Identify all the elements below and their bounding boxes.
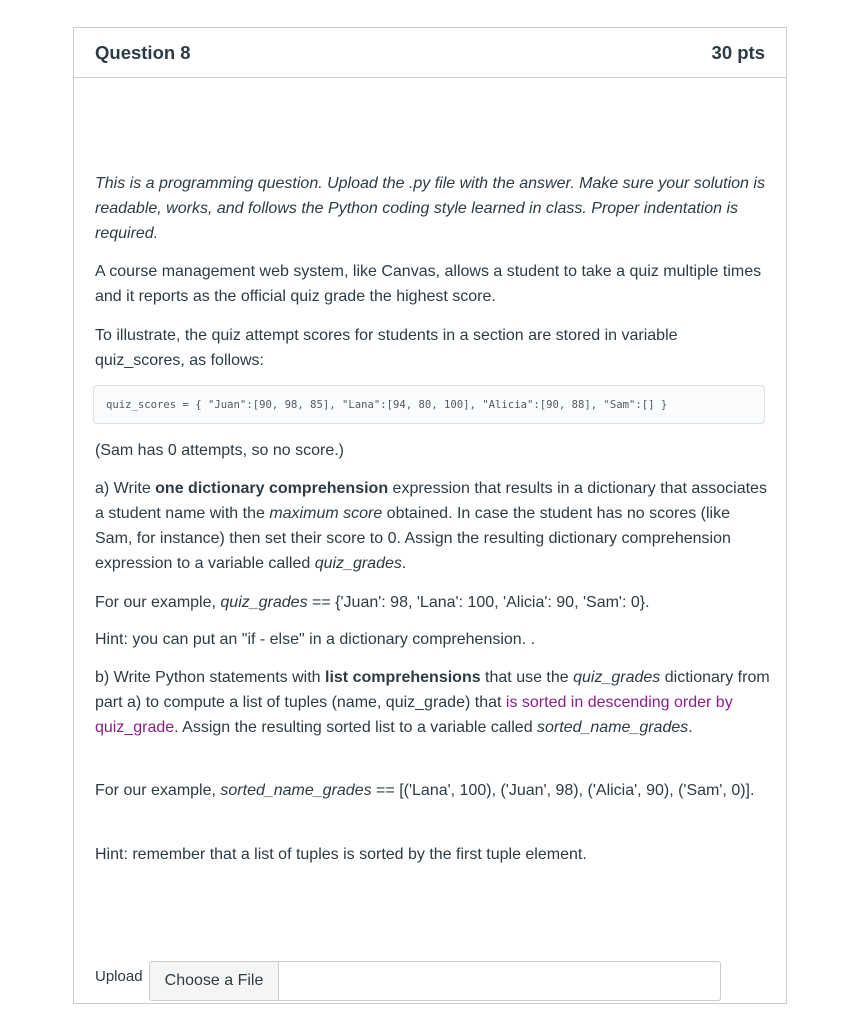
example-a-text-1: For our example, bbox=[95, 594, 221, 611]
upload-label: Upload bbox=[95, 968, 143, 985]
question-header bbox=[74, 28, 786, 78]
part-b-text-3: dictionary from part a) to compute a list of tuples (name, quiz_grade) that bbox=[95, 669, 770, 711]
question-points: 30 pts bbox=[711, 41, 765, 63]
part-b-text-1: b) Write Python statements with bbox=[95, 669, 326, 686]
context-paragraph: A course management web system, like Canvas, allows a student to take a quiz multiple times and it reports as the official quiz grade the highest score. bbox=[95, 263, 762, 305]
part-a-italic-2: quiz_grades bbox=[314, 555, 402, 572]
part-b-italic-1: quiz_grades bbox=[573, 669, 661, 686]
file-name-display bbox=[279, 962, 720, 1000]
example-b-paragraph bbox=[95, 778, 775, 803]
file-upload-input[interactable] bbox=[149, 961, 721, 1001]
code-block bbox=[93, 385, 765, 424]
part-b-paragraph bbox=[95, 665, 775, 740]
part-a-italic-1: maximum score bbox=[269, 505, 383, 522]
part-b-text-4: . Assign the resulting sorted list to a variable called bbox=[174, 719, 538, 736]
intro-paragraph: This is a programming question. Upload the .py file with the answer. Make sure your solution is readable, works, and follows the Python coding style learned in class. Proper indentation is required. bbox=[95, 175, 765, 242]
part-b-bold: list comprehensions bbox=[325, 669, 481, 686]
part-a-bold: one dictionary comprehension bbox=[155, 480, 389, 497]
part-b-text-5: . bbox=[688, 719, 693, 736]
example-b-text-2: == [('Lana', 100), ('Juan', 98), ('Alicia', 90), ('Sam', 0)]. bbox=[371, 782, 755, 799]
choose-file-button[interactable]: Choose a File bbox=[150, 962, 279, 1000]
hint-a-paragraph: Hint: you can put an "if - else" in a dictionary comprehension. . bbox=[95, 631, 536, 648]
part-b-text-2: that use the bbox=[480, 669, 574, 686]
part-a-text-1: a) Write bbox=[95, 480, 156, 497]
part-a-text-3: obtained. In case the student has no scores (like Sam, for instance) then set their score to 0. Assign the resulting dictionary comprehension expression to a variable called bbox=[95, 505, 731, 572]
example-b-italic: sorted_name_grades bbox=[220, 782, 372, 799]
example-a-paragraph bbox=[95, 590, 767, 615]
question-title: Question 8 bbox=[95, 41, 191, 63]
hint-b-paragraph: Hint: remember that a list of tuples is sorted by the first tuple element. bbox=[95, 846, 587, 863]
part-b-italic-2: sorted_name_grades bbox=[537, 719, 689, 736]
question-card bbox=[73, 27, 787, 1004]
part-a-text-4: . bbox=[401, 555, 407, 572]
part-b-highlight: is sorted in descending order by quiz_grade bbox=[95, 694, 733, 736]
sam-note: (Sam has 0 attempts, so no score.) bbox=[95, 442, 344, 459]
part-a-paragraph bbox=[95, 476, 767, 576]
part-a-text-2: expression that results in a dictionary that associates a student name with the bbox=[95, 480, 767, 522]
example-b-text-1: For our example, bbox=[95, 782, 221, 799]
example-a-text-2: == {'Juan': 98, 'Lana': 100, 'Alicia': 90, 'Sam': 0}. bbox=[307, 594, 650, 611]
code-text: quiz_scores = { "Juan":[90, 98, 85], "Lana":[94, 80, 100], "Alicia":[90, 88], "Sam":[] } bbox=[106, 398, 668, 411]
example-a-italic: quiz_grades bbox=[220, 594, 308, 611]
illustrate-paragraph: To illustrate, the quiz attempt scores for students in a section are stored in variable quiz_scores, as follows: bbox=[95, 327, 678, 369]
